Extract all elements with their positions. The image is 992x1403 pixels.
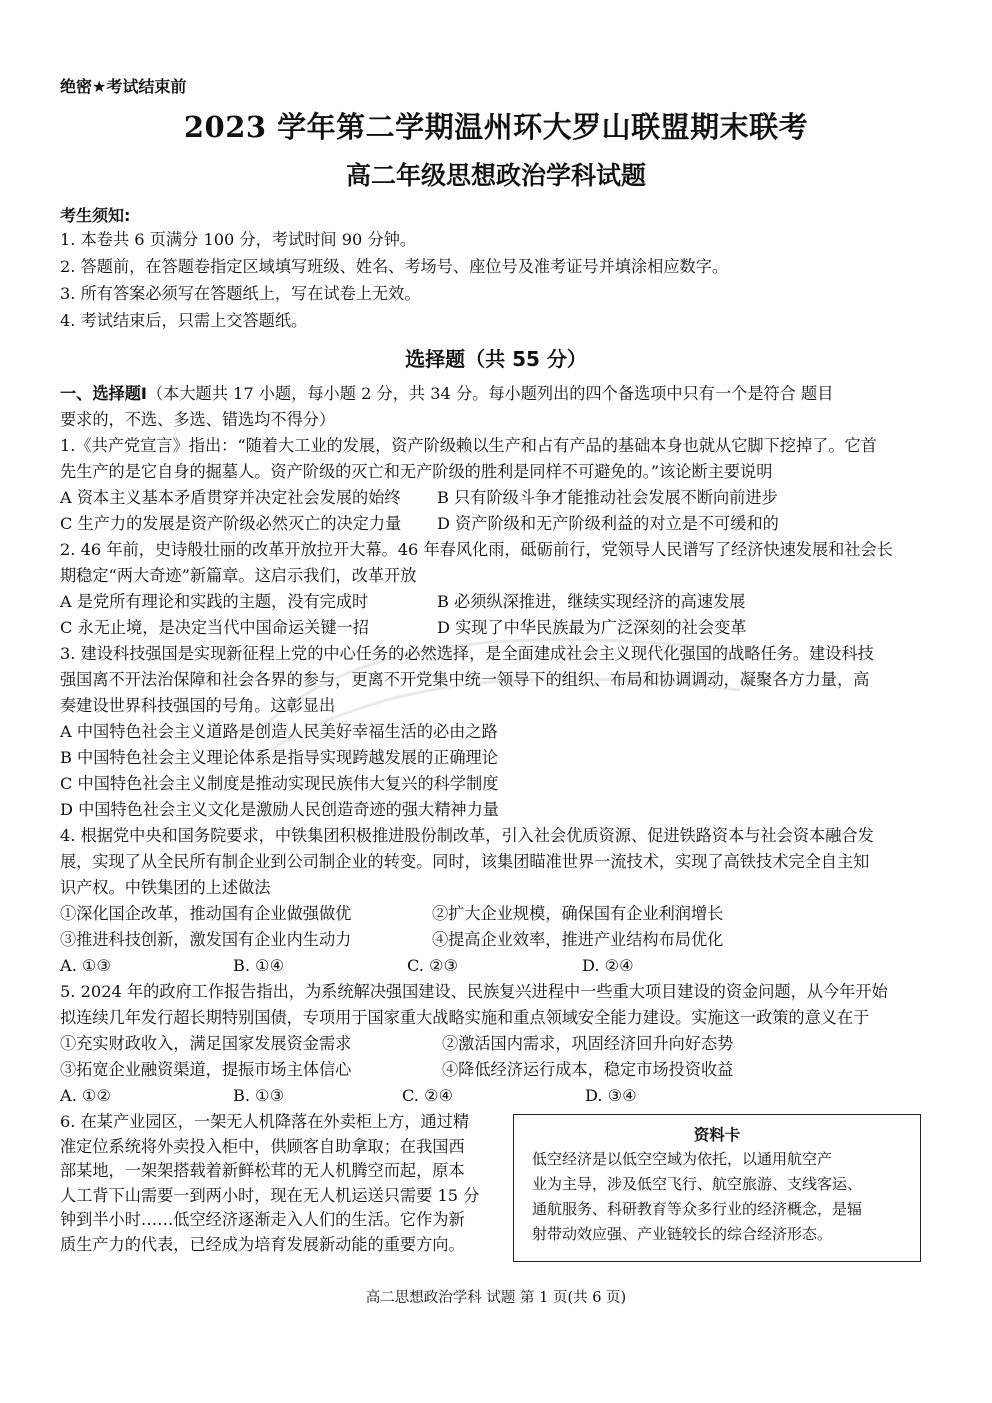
part-desc-1: （本大题共 17 小题，每小题 2 分，共 34 分。每小题列出的四个备选项中只有一个是符合 题目: [146, 384, 834, 403]
q2-stem-2: 期稳定“两大奇迹”新篇章。这启示我们，改革开放: [60, 566, 417, 585]
q3-option-b: B 中国特色社会主义理论体系是指导实现跨越发展的正确理论: [60, 748, 498, 767]
q3-stem-3: 奏建设世界科技强国的号角。这彰显出: [60, 696, 336, 715]
q2-option-b: B 必须纵深推进，继续实现经济的高速发展: [437, 592, 746, 611]
q3-option-a: A 中国特色社会主义道路是创造人民美好幸福生活的必由之路: [60, 722, 498, 741]
q1-option-c: C 生产力的发展是资产阶级必然灭亡的决定力量: [60, 514, 402, 533]
section-title: 选择题（共 55 分）: [405, 347, 587, 371]
q3-option-d: D 中国特色社会主义文化是激励人民创造奇迹的强大精神力量: [60, 800, 499, 819]
info-card-title: 资料卡: [693, 1126, 741, 1144]
info-card-line-4: 射带动效应强、产业链较长的综合经济形态。: [532, 1225, 833, 1243]
confidential-label: 绝密★考试结束前: [60, 77, 187, 96]
info-card: [513, 1114, 921, 1262]
q2-option-c: C 永无止境，是决定当代中国命运关键一招: [60, 618, 369, 637]
q5-option-d: D. ③④: [585, 1086, 637, 1105]
q2-stem-1: 2. 46 年前，史诗般壮丽的改革开放拉开大幕。46 年春风化雨，砥砺前行，党领导人民谱写了经济快速发展和社会长: [60, 540, 893, 559]
q1-stem-2: 先生产的是它自身的掘墓人。资产阶级的灭亡和无产阶级的胜利是同样不可避免的。”该论断主要说明: [60, 462, 773, 481]
q6-stem: [60, 1110, 500, 1257]
q5-stem-2: 拟连续几年发行超长期特别国债，专项用于国家重大战略实施和重点领域安全能力建设。实施这一政策的意义在于: [60, 1008, 870, 1027]
q4-option-b: B. ①④: [233, 956, 285, 975]
q4-stem-3: 识产权。中铁集团的上述做法: [60, 878, 271, 897]
q4-option-c: C. ②③: [407, 956, 459, 975]
q4-option-a: A. ①③: [60, 956, 112, 975]
q5-option-b: B. ①③: [233, 1086, 285, 1105]
q3-stem-2: 强国离不开法治保障和社会各界的参与，更离不开党集中统一领导下的组织、布局和协调调动，凝聚各方力量，高: [60, 670, 870, 689]
q5-statement-1: ①充实财政收入，满足国家发展资金需求: [60, 1034, 352, 1053]
q6-line-1: 6. 在某产业园区，一架无人机降落在外卖柜上方，通过精: [60, 1112, 470, 1131]
exam-title: 2023 学年第二学期温州环大罗山联盟期末联考: [183, 110, 809, 144]
q6-line-3: 部某地，一架架搭载着新鲜松茸的无人机腾空而起，原本: [60, 1161, 465, 1180]
q1-option-a: A 资本主义基本矛盾贯穿并决定社会发展的始终: [60, 488, 401, 507]
q2-option-d: D 实现了中华民族最为广泛深刻的社会变革: [437, 618, 747, 637]
q4-statement-3: ③推进科技创新，激发国有企业内生动力: [60, 930, 352, 949]
q6-line-2: 准定位系统将外卖投入柜中，供顾客自助拿取；在我国西: [60, 1136, 465, 1156]
info-card-line-1: 低空经济是以低空空域为依托，以通用航空产: [532, 1150, 833, 1168]
q5-statement-2: ②激活国内需求，巩固经济回升向好态势: [442, 1034, 734, 1053]
notice-heading: 考生须知:: [60, 206, 131, 225]
notice-item-2: 2. 答题前，在答题卷指定区域填写班级、姓名、考场号、座位号及准考证号并填涂相应数字。: [60, 257, 729, 276]
q4-statement-2: ②扩大企业规模，确保国有企业利润增长: [432, 904, 724, 923]
notice-item-4: 4. 考试结束后，只需上交答题纸。: [60, 311, 308, 330]
q4-stem-1: 4. 根据党中央和国务院要求，中铁集团积极推进股份制改革，引入社会优质资源、促进铁路资本与社会资本融合发: [60, 826, 874, 845]
q1-stem-1: 1.《共产党宣言》指出：“随着大工业的发展，资产阶级赖以生产和占有产品的基础本身也就从它脚下挖掉了。它首: [60, 436, 877, 455]
q6-line-4: 人工背下山需要一到两小时，现在无人机运送只需要 15 分: [60, 1185, 480, 1205]
q1-option-b: B 只有阶级斗争才能推动社会发展不断向前进步: [437, 488, 778, 507]
part-instructions: [60, 383, 833, 405]
q6-line-5: 钟到半小时……低空经济逐渐走入人们的生活。它作为新: [60, 1210, 465, 1229]
notice-item-1: 1. 本卷共 6 页满分 100 分，考试时间 90 分钟。: [60, 230, 417, 249]
q3-option-c: C 中国特色社会主义制度是推动实现民族伟大复兴的科学制度: [60, 774, 499, 793]
q4-option-d: D. ②④: [582, 956, 634, 975]
part-desc-2: 要求的，不选、多选、错选均不得分）: [60, 410, 336, 429]
info-card-line-2: 业为主导，涉及低空飞行、航空旅游、支线客运、: [532, 1175, 863, 1193]
q5-statement-3: ③拓宽企业融资渠道，提振市场主体信心: [60, 1060, 352, 1079]
page-footer: 高二思想政治学科 试题 第 1 页(共 6 页): [365, 1290, 627, 1306]
q4-stem-2: 展，实现了从全民所有制企业到公司制企业的转变。同时，该集团瞄准世界一流技术，实现了高铁技术完全自主知: [60, 852, 870, 871]
notice-item-3: 3. 所有答案必须写在答题纸上，写在试卷上无效。: [60, 284, 421, 303]
q4-statement-4: ④提高企业效率，推进产业结构布局优化: [432, 930, 724, 949]
q3-stem-1: 3. 建设科技强国是实现新征程上党的中心任务的必然选择，是全面建成社会主义现代化强国的战略任务。建设科技: [60, 644, 874, 663]
q5-option-c: C. ②④: [402, 1086, 454, 1105]
q5-statement-4: ④降低经济运行成本，稳定市场投资收益: [442, 1060, 734, 1079]
part-label: 一、选择题Ⅰ: [60, 384, 147, 403]
info-card-line-3: 通航服务、科研教育等众多行业的经济概念，是辐: [532, 1200, 863, 1218]
exam-subtitle: 高二年级思想政治学科试题: [345, 161, 646, 190]
q1-option-d: D 资产阶级和无产阶级利益的对立是不可缓和的: [437, 514, 779, 533]
q5-option-a: A. ①②: [60, 1086, 112, 1105]
q2-option-a: A 是党所有理论和实践的主题，没有完成时: [60, 592, 369, 611]
q6-line-6: 质生产力的代表，已经成为培育发展新动能的重要方向。: [60, 1234, 465, 1254]
q5-stem-1: 5. 2024 年的政府工作报告指出，为系统解决强国建设、民族复兴进程中一些重大项目建设的资金问题，从今年开始: [60, 982, 888, 1001]
q4-statement-1: ①深化国企改革，推动国有企业做强做优: [60, 904, 352, 923]
info-card-text: [514, 1145, 920, 1247]
